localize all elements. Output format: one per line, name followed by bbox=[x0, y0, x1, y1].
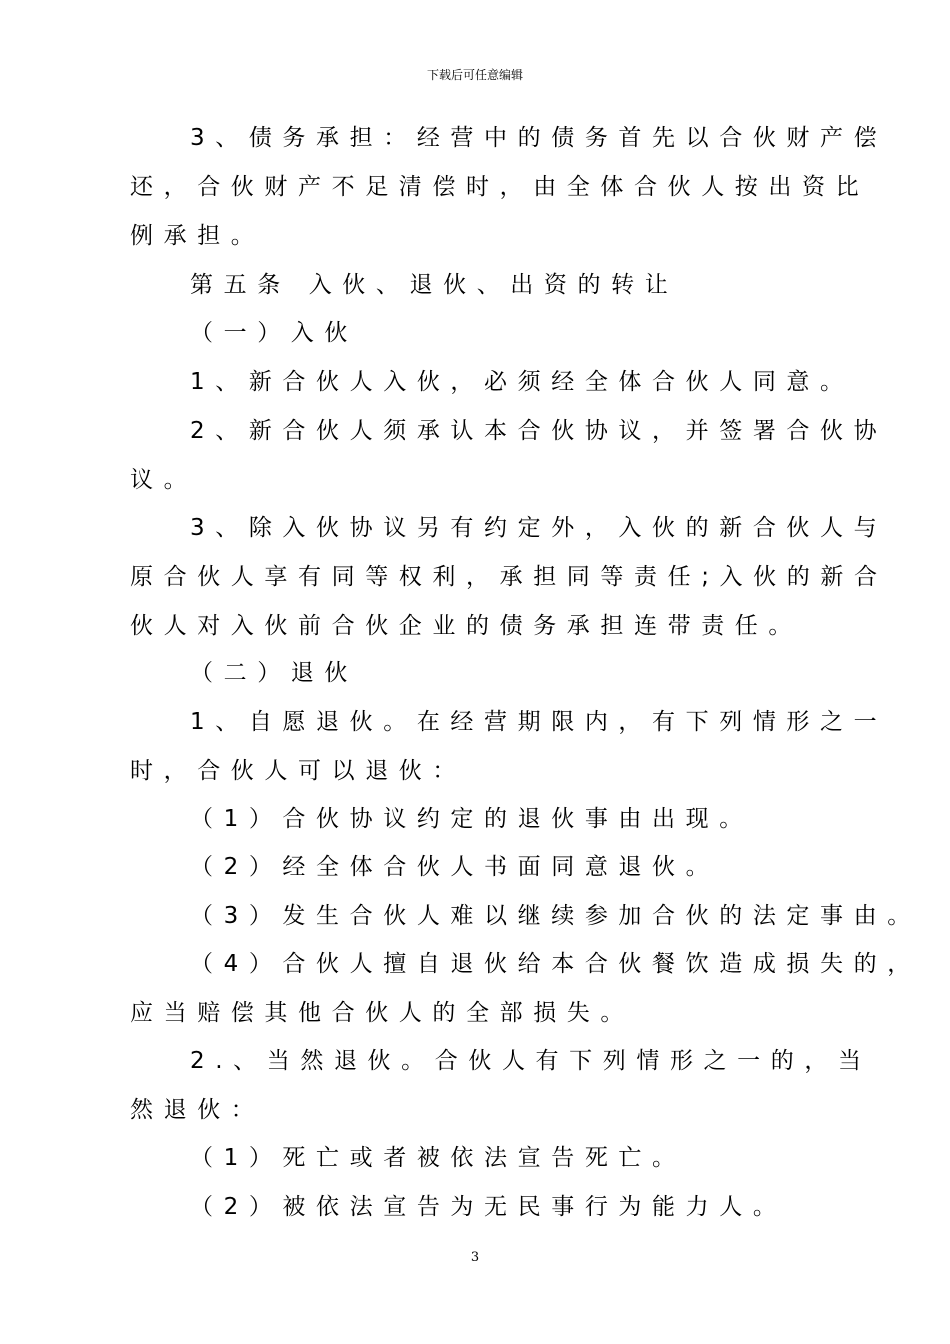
page-number: 3 bbox=[470, 1250, 480, 1265]
text-line: 时，合伙人可以退伙： bbox=[130, 758, 466, 784]
text-line: 伙人对入伙前合伙企业的债务承担连带责任。 bbox=[130, 613, 802, 639]
text-line: （3）发生合伙人难以继续参加合伙的法定事由。 bbox=[190, 903, 921, 929]
text-line: （4）合伙人擅自退伙给本合伙餐饮造成损失的， bbox=[190, 951, 921, 977]
text-line: 议。 bbox=[130, 467, 198, 493]
text-line: 1、新合伙人入伙，必须经全体合伙人同意。 bbox=[190, 369, 854, 395]
text-line: 例承担。 bbox=[130, 223, 265, 249]
text-line: （2）经全体合伙人书面同意退伙。 bbox=[190, 854, 720, 880]
page-header: 下载后可任意编辑 bbox=[426, 68, 523, 82]
text-line: 然退伙： bbox=[130, 1097, 265, 1123]
section-heading: 第五条 入伙、退伙、出资的转让 bbox=[190, 272, 679, 298]
text-line: 1、自愿退伙。在经营期限内，有下列情形之一 bbox=[190, 709, 888, 735]
text-line: 应当赔偿其他合伙人的全部损失。 bbox=[130, 1000, 634, 1026]
text-line: 还，合伙财产不足清偿时，由全体合伙人按出资比 bbox=[130, 174, 870, 200]
subsection-heading: （一）入伙 bbox=[190, 320, 358, 346]
text-line: 2.、当然退伙。合伙人有下列情形之一的，当 bbox=[190, 1048, 872, 1074]
text-line: （1）死亡或者被依法宣告死亡。 bbox=[190, 1145, 686, 1171]
text-line: （1）合伙协议约定的退伙事由出现。 bbox=[190, 806, 753, 832]
text-line: 3、除入伙协议另有约定外，入伙的新合伙人与 bbox=[190, 515, 888, 541]
text-line: 3、债务承担：经营中的债务首先以合伙财产偿 bbox=[190, 125, 888, 151]
text-line: 原合伙人享有同等权利，承担同等责任;入伙的新合 bbox=[130, 564, 888, 590]
text-line: （2）被依法宣告为无民事行为能力人。 bbox=[190, 1194, 787, 1220]
text-line: 2、新合伙人须承认本合伙协议，并签署合伙协 bbox=[190, 418, 888, 444]
subsection-heading: （二）退伙 bbox=[190, 660, 358, 686]
